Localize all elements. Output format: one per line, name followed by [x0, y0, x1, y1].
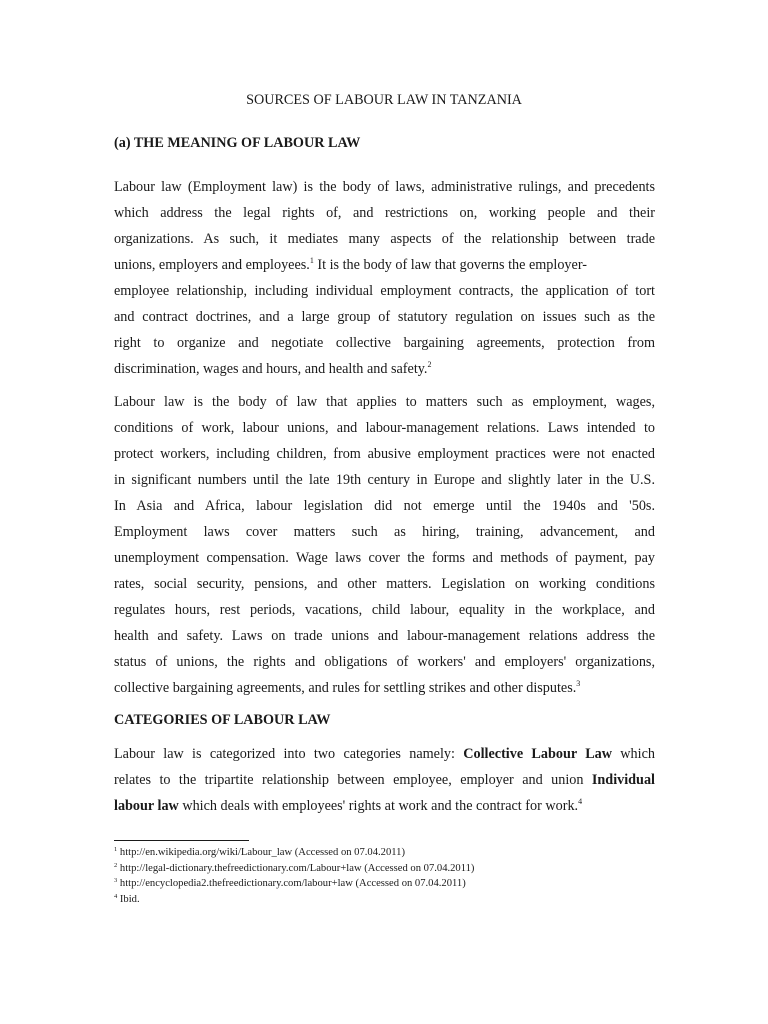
footnote-2: $^2$ http://legal-dictionary.thefreedictionary.com/Labour+law (Accessed on 07.04.2011) [114, 861, 475, 874]
text-line: Labour law (Employment law) is the body of laws, administrative rulings, and precedents [114, 179, 655, 195]
footnotes [114, 845, 655, 907]
footnote-3: $^3$ http://encyclopedia2.thefreedictionary.com/labour+law (Accessed on 07.04.2011) [114, 877, 466, 889]
text-line: rates, social security, pensions, and other matters. Legislation on working conditions [114, 576, 655, 592]
text-line: labour law which deals with employees' rights at work and the contract for work.$^4$ [114, 797, 583, 814]
section-heading-categories: CATEGORIES OF LABOUR LAW [114, 712, 331, 728]
text-line: In Asia and Africa, labour legislation did not emerge until the 1940s and '50s. [114, 498, 655, 514]
footnote-link[interactable]: http://legal-dictionary.thefreedictionary.com/Labour+law (Accessed on 07.04.2011) [117, 862, 475, 874]
term-individual: Individual [591, 772, 655, 788]
footnote-link[interactable]: http://encyclopedia2.thefreedictionary.com/labour+law (Accessed on 07.04.2011) [117, 878, 466, 889]
term-collective-labour-law: Collective Labour Law [463, 746, 612, 762]
footnote-separator [114, 840, 249, 841]
text-line: in significant numbers until the late 19th century in Europe and slightly later in the U.S. [114, 472, 655, 488]
text-line: collective bargaining agreements, and rules for settling strikes and other disputes.$^3$ [114, 679, 581, 696]
text-line: unemployment compensation. Wage laws cover the forms and methods of payment, pay [114, 550, 655, 566]
footnote-ref-3[interactable]: 3 [576, 679, 581, 688]
text-line: organizations. As such, it mediates many aspects of the relationship between trade [114, 231, 655, 247]
text-line: status of unions, the rights and obligations of workers' and employers' organizations, [114, 654, 655, 670]
text-line: Labour law is categorized into two categories namely: Collective Labour Law which [114, 746, 655, 762]
paragraph-scope [114, 389, 655, 701]
footnote-ref-2[interactable]: 2 [427, 360, 432, 369]
term-labour-law: labour law [114, 798, 179, 814]
paragraph-definition [114, 174, 655, 382]
text-line: regulates hours, rest periods, vacations, child labour, equality in the workplace, and [114, 602, 655, 618]
document-title: SOURCES OF LABOUR LAW IN TANZANIA [246, 92, 522, 108]
text-line: employee relationship, including individual employment contracts, the application of tort [114, 283, 655, 299]
footnote-1: $^1$ http://en.wikipedia.org/wiki/Labour_law (Accessed on 07.04.2011) [114, 846, 405, 858]
text-line: which address the legal rights of, and restrictions on, working people and their [114, 205, 655, 221]
footnote-4: $^4$ Ibid. [114, 892, 140, 905]
section-heading-meaning: (a) THE MEANING OF LABOUR LAW [114, 135, 361, 151]
footnote-ref-4[interactable]: 4 [578, 797, 583, 806]
text-line: Employment laws cover matters such as hiring, training, advancement, and [114, 524, 655, 540]
text-line: conditions of work, labour unions, and labour-management relations. Laws intended to [114, 420, 655, 436]
text-line: protect workers, including children, from abusive employment practices were not enacted [114, 446, 655, 462]
text-line: relates to the tripartite relationship between employee, employer and union Individual [114, 772, 655, 788]
text-line: health and safety. Laws on trade unions and labour-management relations address the [114, 628, 655, 644]
paragraph-categories [114, 741, 655, 819]
footnote-link[interactable]: http://en.wikipedia.org/wiki/Labour_law (Accessed on 07.04.2011) [117, 847, 405, 858]
footnote-text: Ibid. [117, 893, 140, 905]
text-line: unions, employers and employees.$^1$ It is the body of law that governs the employer- [114, 256, 587, 273]
text-line: discrimination, wages and hours, and health and safety.$^2$ [114, 360, 432, 377]
text-line: and contract doctrines, and a large group of statutory regulation on issues such as the [114, 309, 655, 325]
footnote-ref-1[interactable]: 1 [309, 256, 314, 265]
text-line: Labour law is the body of law that applies to matters such as employment, wages, [114, 394, 655, 410]
text-line: right to organize and negotiate collective bargaining agreements, protection from [114, 335, 655, 351]
